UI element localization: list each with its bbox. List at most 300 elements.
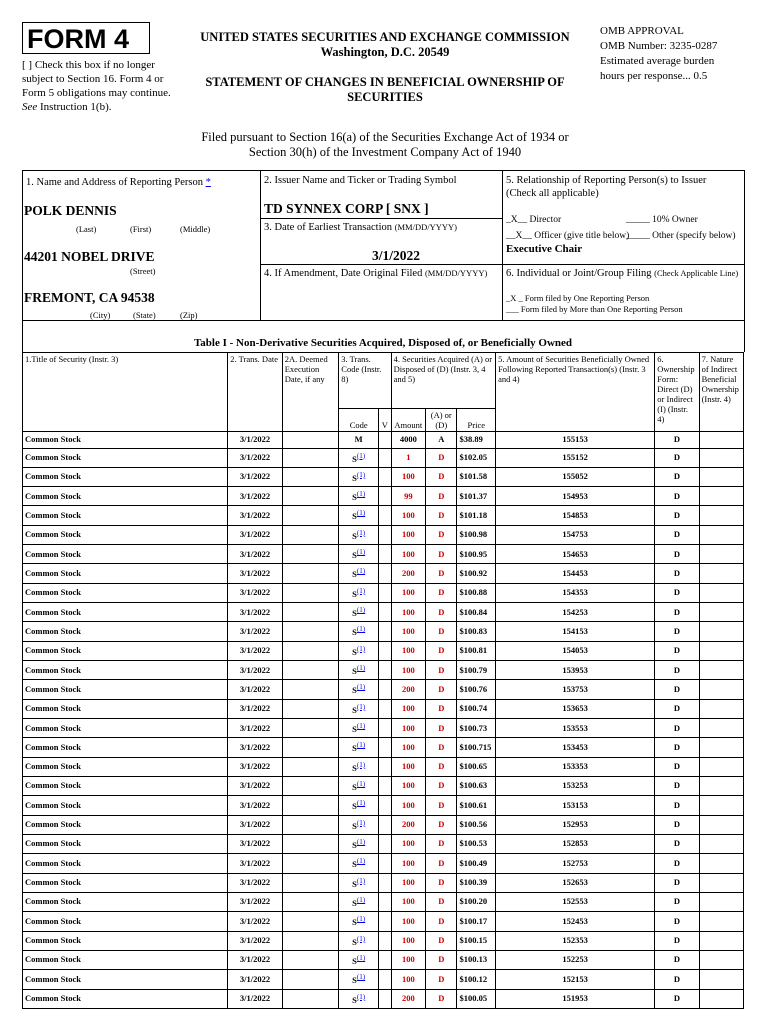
table1: [22, 352, 744, 1009]
cell-v: [379, 506, 392, 525]
cell-ownership-form: D: [655, 699, 699, 718]
footnote-link[interactable]: (1): [356, 490, 366, 499]
relationship-label: 5. Relationship of Reporting Person(s) to Issuer (Check all applicable): [506, 175, 707, 199]
cell-code: [339, 603, 379, 622]
cell-nature: [699, 564, 743, 583]
cell-date: 3/1/2022: [228, 815, 282, 834]
table-row: [23, 873, 744, 892]
footnote-link[interactable]: (1): [356, 741, 366, 750]
cell-a-or-d: D: [426, 738, 457, 757]
table-row: [23, 912, 744, 931]
cell-a-or-d: D: [426, 699, 457, 718]
cell-date: 3/1/2022: [228, 699, 282, 718]
cell-a-or-d: D: [426, 487, 457, 506]
cell-code: [339, 641, 379, 660]
form-title: FORM 4: [22, 22, 150, 54]
cell-price: $100.715: [457, 738, 496, 757]
cell-a-or-d: D: [426, 815, 457, 834]
cell-date: 3/1/2022: [228, 583, 282, 602]
col-deemed-header: 2A. Deemed Execution Date, if any: [282, 353, 339, 432]
cell-ownership-form: D: [655, 506, 699, 525]
table-row: [23, 970, 744, 989]
filed-pursuant: Filed pursuant to Section 16(a) of the Securities Exchange Act of 1934 or Section 30(h) of the Investment Company Act of 1940: [201, 130, 569, 159]
cell-code: [339, 699, 379, 718]
cell-title: Common Stock: [23, 951, 228, 970]
footnote-link[interactable]: (1): [356, 954, 366, 963]
table-row: [23, 989, 744, 1008]
cell-deemed: [282, 467, 339, 486]
transaction-code: S: [352, 607, 357, 618]
cell-amount: 200: [391, 815, 425, 834]
footnote-link[interactable]: (1): [356, 760, 366, 769]
cell-v: [379, 757, 392, 776]
cell-code: [339, 583, 379, 602]
footnote-link[interactable]: (1): [356, 896, 366, 905]
cell-nature: [699, 622, 743, 641]
cell-code: [339, 815, 379, 834]
footnote-link[interactable]: (1): [356, 992, 366, 1001]
transaction-code: S: [352, 839, 357, 850]
cell-a-or-d: D: [426, 564, 457, 583]
cell-code: [339, 506, 379, 525]
cell-amount: 100: [391, 506, 425, 525]
cell-a-or-d: D: [426, 622, 457, 641]
cell-date: 3/1/2022: [228, 738, 282, 757]
cell-owned: 152753: [496, 854, 655, 873]
footnote-link[interactable]: (1): [356, 683, 366, 692]
earliest-transaction-label: 3. Date of Earliest Transaction (MM/DD/YYYY): [264, 222, 457, 233]
filing-label: 6. Individual or Joint/Group Filing (Check Applicable Line): [506, 268, 739, 279]
cell-owned: 154853: [496, 506, 655, 525]
cell-ownership-form: D: [655, 622, 699, 641]
middle-label: (Middle): [180, 224, 211, 234]
footnote-link[interactable]: (1): [356, 664, 366, 673]
footnote-link[interactable]: (1): [356, 644, 366, 653]
cell-ownership-form: D: [655, 912, 699, 931]
footnote-link[interactable]: (1): [356, 528, 366, 537]
footnote-link[interactable]: (1): [356, 567, 366, 576]
cell-a-or-d: D: [426, 873, 457, 892]
cell-owned: 153953: [496, 661, 655, 680]
table-row: [23, 951, 744, 970]
cell-date: 3/1/2022: [228, 525, 282, 544]
cell-title: Common Stock: [23, 661, 228, 680]
cell-a-or-d: D: [426, 506, 457, 525]
cell-ownership-form: D: [655, 738, 699, 757]
transaction-code: S: [352, 627, 357, 638]
footnote-link[interactable]: (1): [356, 451, 366, 460]
table1-header-row: [23, 353, 744, 409]
cell-code: [339, 661, 379, 680]
footnote-link[interactable]: (1): [356, 818, 366, 827]
col-code-header: 3. Trans. Code (Instr. 8): [339, 353, 391, 409]
cell-owned: 154153: [496, 622, 655, 641]
cell-nature: [699, 970, 743, 989]
cell-a-or-d: D: [426, 448, 457, 467]
cell-amount: 100: [391, 893, 425, 912]
footnote-link[interactable]: (1): [356, 586, 366, 595]
cell-code: [339, 432, 379, 449]
cell-price: $100.05: [457, 989, 496, 1008]
cell-amount: 100: [391, 931, 425, 950]
cell-deemed: [282, 545, 339, 564]
cell-owned: 155153: [496, 432, 655, 449]
table-row: [23, 583, 744, 602]
footnote-link[interactable]: (1): [356, 857, 366, 866]
cell-a-or-d: D: [426, 583, 457, 602]
table-row: [23, 796, 744, 815]
cell-a-or-d: D: [426, 757, 457, 776]
cell-nature: [699, 873, 743, 892]
cell-owned: 154453: [496, 564, 655, 583]
table-row: [23, 564, 744, 583]
cell-deemed: [282, 432, 339, 449]
transaction-code: S: [352, 878, 357, 889]
cell-code: [339, 467, 379, 486]
cell-price: $100.83: [457, 622, 496, 641]
table-row: [23, 815, 744, 834]
cell-date: 3/1/2022: [228, 467, 282, 486]
city-label: (City): [90, 310, 111, 320]
cell-owned: 152853: [496, 835, 655, 854]
cell-code: [339, 777, 379, 796]
cell-owned: 152153: [496, 970, 655, 989]
cell-deemed: [282, 738, 339, 757]
street-address: 44201 NOBEL DRIVE: [24, 249, 155, 264]
col-ownership-form-header: 6. Ownership Form: Direct (D) or Indirect (I) (Instr. 4): [655, 353, 699, 432]
cell-code: [339, 912, 379, 931]
cell-owned: 154253: [496, 603, 655, 622]
cell-amount: 100: [391, 757, 425, 776]
cell-deemed: [282, 815, 339, 834]
cell-nature: [699, 796, 743, 815]
cell-amount: 100: [391, 873, 425, 892]
cell-ownership-form: D: [655, 777, 699, 796]
cell-amount: 100: [391, 661, 425, 680]
cell-date: 3/1/2022: [228, 506, 282, 525]
cell-price: $100.53: [457, 835, 496, 854]
cell-v: [379, 641, 392, 660]
cell-title: Common Stock: [23, 738, 228, 757]
cell-title: Common Stock: [23, 467, 228, 486]
footnote-link[interactable]: (1): [356, 876, 366, 885]
cell-v: [379, 989, 392, 1008]
cell-code: [339, 680, 379, 699]
table-row: [23, 719, 744, 738]
sub-code: Code: [339, 409, 379, 432]
cell-deemed: [282, 873, 339, 892]
table-row: [23, 622, 744, 641]
cell-v: [379, 525, 392, 544]
cell-price: $100.13: [457, 951, 496, 970]
filing-more-persons: ___ Form filed by More than One Reporting Person: [506, 304, 683, 314]
transaction-code: S: [352, 820, 357, 831]
cell-date: 3/1/2022: [228, 661, 282, 680]
cell-code: [339, 835, 379, 854]
cell-a-or-d: D: [426, 854, 457, 873]
cell-nature: [699, 854, 743, 873]
cell-a-or-d: A: [426, 432, 457, 449]
cell-amount: 100: [391, 525, 425, 544]
cell-title: Common Stock: [23, 583, 228, 602]
cell-ownership-form: D: [655, 815, 699, 834]
cell-amount: 100: [391, 603, 425, 622]
cell-nature: [699, 432, 743, 449]
cell-amount: 100: [391, 583, 425, 602]
issuer-name: TD SYNNEX CORP [ SNX ]: [264, 201, 429, 216]
cell-code: [339, 989, 379, 1008]
cell-title: Common Stock: [23, 603, 228, 622]
cell-nature: [699, 525, 743, 544]
cell-amount: 100: [391, 854, 425, 873]
cell-v: [379, 432, 392, 449]
cell-a-or-d: D: [426, 467, 457, 486]
cell-amount: 99: [391, 487, 425, 506]
cell-nature: [699, 603, 743, 622]
cell-nature: [699, 680, 743, 699]
cell-owned: 152353: [496, 931, 655, 950]
cell-owned: 154753: [496, 525, 655, 544]
cell-title: Common Stock: [23, 487, 228, 506]
cell-owned: 152653: [496, 873, 655, 892]
cell-deemed: [282, 796, 339, 815]
cell-title: Common Stock: [23, 641, 228, 660]
cell-nature: [699, 931, 743, 950]
transaction-code: S: [352, 491, 357, 502]
transaction-code: S: [352, 762, 357, 773]
footnote-link[interactable]: (1): [356, 799, 366, 808]
footnote-link[interactable]: (1): [356, 548, 366, 557]
cell-price: $100.20: [457, 893, 496, 912]
transaction-code: S: [352, 936, 357, 947]
cell-a-or-d: D: [426, 931, 457, 950]
amendment-label: 4. If Amendment, Date Original Filed (MM/DD/YYYY): [264, 268, 488, 279]
cell-v: [379, 951, 392, 970]
footnote-link[interactable]: (1): [356, 934, 366, 943]
cell-ownership-form: D: [655, 641, 699, 660]
cell-v: [379, 699, 392, 718]
footnote-link[interactable]: *: [205, 177, 211, 188]
sub-v: V: [379, 409, 392, 432]
cell-v: [379, 448, 392, 467]
cell-title: Common Stock: [23, 757, 228, 776]
cell-nature: [699, 989, 743, 1008]
col-nature-header: 7. Nature of Indirect Beneficial Ownership (Instr. 4): [699, 353, 743, 432]
cell-v: [379, 719, 392, 738]
cell-v: [379, 467, 392, 486]
cell-ownership-form: D: [655, 893, 699, 912]
cell-nature: [699, 506, 743, 525]
footnote-link[interactable]: (1): [356, 780, 366, 789]
footnote-link[interactable]: (1): [356, 702, 366, 711]
footnote-link[interactable]: (1): [356, 470, 366, 479]
cell-nature: [699, 893, 743, 912]
transaction-code: S: [352, 530, 357, 541]
cell-title: Common Stock: [23, 777, 228, 796]
table-row: [23, 487, 744, 506]
cell-v: [379, 487, 392, 506]
cell-title: Common Stock: [23, 525, 228, 544]
cell-amount: 100: [391, 719, 425, 738]
divider: [22, 320, 744, 321]
reporting-person-name: POLK DENNIS: [24, 203, 117, 218]
cell-code: [339, 757, 379, 776]
divider: [260, 264, 744, 265]
cell-deemed: [282, 931, 339, 950]
cell-title: Common Stock: [23, 545, 228, 564]
col-owned-header: 5. Amount of Securities Beneficially Owned Following Reported Transaction(s) (Instr. 3 and 4): [496, 353, 655, 432]
cell-a-or-d: D: [426, 989, 457, 1008]
cell-price: $100.49: [457, 854, 496, 873]
cell-title: Common Stock: [23, 970, 228, 989]
cell-title: Common Stock: [23, 622, 228, 641]
cell-deemed: [282, 564, 339, 583]
cell-ownership-form: D: [655, 796, 699, 815]
sub-a-or-d: (A) or (D): [426, 409, 457, 432]
city-state-zip: FREMONT, CA 94538: [24, 290, 155, 305]
cell-title: Common Stock: [23, 432, 228, 449]
cell-date: 3/1/2022: [228, 777, 282, 796]
footnote-link[interactable]: (1): [356, 625, 366, 634]
cell-title: Common Stock: [23, 893, 228, 912]
cell-a-or-d: D: [426, 912, 457, 931]
cell-title: Common Stock: [23, 564, 228, 583]
col-date-header: 2. Trans. Date: [228, 353, 282, 432]
cell-code: [339, 796, 379, 815]
transaction-code: S: [352, 743, 357, 754]
table1-body: [23, 432, 744, 1009]
cell-v: [379, 931, 392, 950]
cell-nature: [699, 777, 743, 796]
cell-deemed: [282, 699, 339, 718]
footnote-link[interactable]: (1): [356, 838, 366, 847]
cell-v: [379, 796, 392, 815]
cell-v: [379, 835, 392, 854]
divider: [260, 218, 502, 219]
transaction-code: S: [352, 955, 357, 966]
cell-price: $100.84: [457, 603, 496, 622]
cell-price: $100.95: [457, 545, 496, 564]
cell-amount: 100: [391, 777, 425, 796]
cell-date: 3/1/2022: [228, 757, 282, 776]
cell-title: Common Stock: [23, 854, 228, 873]
cell-date: 3/1/2022: [228, 912, 282, 931]
table-row: [23, 757, 744, 776]
transaction-code: S: [352, 685, 357, 696]
officer-check: __X__ Officer (give title below): [506, 231, 630, 241]
cell-title: Common Stock: [23, 506, 228, 525]
cell-code: [339, 931, 379, 950]
cell-title: Common Stock: [23, 719, 228, 738]
cell-a-or-d: D: [426, 835, 457, 854]
cell-price: $100.56: [457, 815, 496, 834]
cell-ownership-form: D: [655, 448, 699, 467]
cell-price: $100.61: [457, 796, 496, 815]
cell-title: Common Stock: [23, 912, 228, 931]
cell-amount: 100: [391, 738, 425, 757]
cell-date: 3/1/2022: [228, 448, 282, 467]
cell-nature: [699, 699, 743, 718]
cell-price: $100.76: [457, 680, 496, 699]
sub-price: Price: [457, 409, 496, 432]
cell-code: [339, 622, 379, 641]
cell-nature: [699, 487, 743, 506]
cell-deemed: [282, 622, 339, 641]
cell-code: [339, 564, 379, 583]
statement-heading: STATEMENT OF CHANGES IN BENEFICIAL OWNERSHIP OF SECURITIES: [205, 75, 565, 104]
cell-ownership-form: D: [655, 545, 699, 564]
cell-nature: [699, 545, 743, 564]
cell-v: [379, 661, 392, 680]
cell-title: Common Stock: [23, 815, 228, 834]
footnote-link[interactable]: (1): [356, 915, 366, 924]
cell-amount: 100: [391, 796, 425, 815]
cell-nature: [699, 738, 743, 757]
cell-owned: 153153: [496, 796, 655, 815]
transaction-code: S: [352, 994, 357, 1005]
first-label: (First): [130, 224, 152, 234]
transaction-code: S: [352, 723, 357, 734]
cell-price: $100.17: [457, 912, 496, 931]
issuer-label: 2. Issuer Name and Ticker or Trading Symbol: [264, 175, 457, 186]
cell-price: $101.58: [457, 467, 496, 486]
transaction-code: S: [352, 549, 357, 560]
cell-date: 3/1/2022: [228, 432, 282, 449]
earliest-transaction-date: 3/1/2022: [372, 248, 421, 263]
sub-amount: Amount: [391, 409, 425, 432]
cell-ownership-form: D: [655, 835, 699, 854]
cell-amount: 200: [391, 989, 425, 1008]
cell-deemed: [282, 989, 339, 1008]
transaction-code: S: [352, 646, 357, 657]
cell-amount: 100: [391, 467, 425, 486]
footnote-link[interactable]: (1): [356, 722, 366, 731]
cell-ownership-form: D: [655, 603, 699, 622]
cell-price: $100.65: [457, 757, 496, 776]
cell-owned: 152553: [496, 893, 655, 912]
cell-owned: 152953: [496, 815, 655, 834]
cell-v: [379, 603, 392, 622]
cell-deemed: [282, 603, 339, 622]
footnote-link[interactable]: (1): [356, 509, 366, 518]
divider: [22, 170, 744, 171]
cell-deemed: [282, 970, 339, 989]
cell-v: [379, 854, 392, 873]
street-label: (Street): [130, 266, 156, 276]
cell-v: [379, 545, 392, 564]
cell-v: [379, 912, 392, 931]
cell-title: Common Stock: [23, 873, 228, 892]
cell-price: $100.98: [457, 525, 496, 544]
cell-price: $100.81: [457, 641, 496, 660]
transaction-code: S: [352, 704, 357, 715]
transaction-code: S: [352, 472, 357, 483]
cell-owned: 154653: [496, 545, 655, 564]
cell-ownership-form: D: [655, 583, 699, 602]
cell-owned: 152253: [496, 951, 655, 970]
footnote-link[interactable]: (1): [356, 973, 366, 982]
cell-price: $38.89: [457, 432, 496, 449]
cell-amount: 100: [391, 970, 425, 989]
reporting-person-label: 1. Name and Address of Reporting Person *: [26, 177, 211, 188]
cell-deemed: [282, 641, 339, 660]
cell-nature: [699, 467, 743, 486]
transaction-code: S: [352, 511, 357, 522]
agency-heading: UNITED STATES SECURITIES AND EXCHANGE COMMISSION Washington, D.C. 20549: [200, 30, 570, 59]
footnote-link[interactable]: (1): [356, 606, 366, 615]
cell-a-or-d: D: [426, 970, 457, 989]
cell-nature: [699, 641, 743, 660]
